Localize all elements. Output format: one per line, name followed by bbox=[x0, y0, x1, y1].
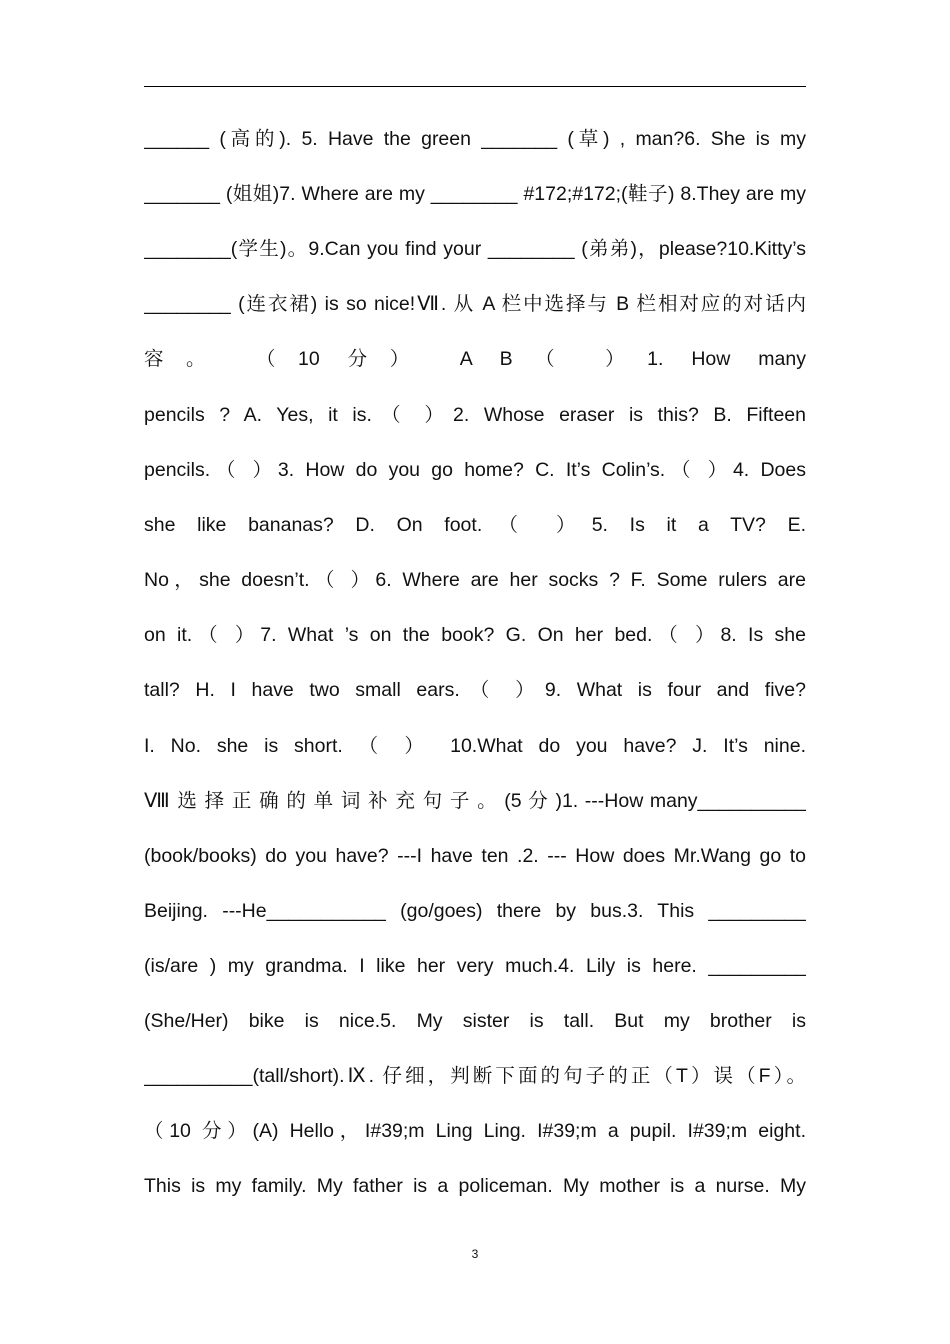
text-line: No，she doesn’t.（ ）6. Where are her socks ? F. Some rulers are bbox=[144, 569, 806, 591]
text-line: she like bananas? D. On foot.（ ）5. Is it a TV? E. bbox=[144, 514, 806, 536]
text-line: ________ (连衣裙) is so nice!Ⅶ. 从 A 栏中选择与 B 栏相对应的对话内 bbox=[144, 293, 806, 315]
text-line: 容。 （10 分） A B（ ）1. How many bbox=[144, 348, 806, 370]
text-line: Beijing. ---He___________ (go/goes) there by bus.3. This _________ bbox=[144, 900, 806, 922]
text-line: (She/Her) bike is nice.5. My sister is tall. But my brother is bbox=[144, 1010, 806, 1032]
text-line: (is/are ) my grandma. I like her very much.4. Lily is here. _________ bbox=[144, 955, 806, 977]
page-number: 3 bbox=[471, 1247, 479, 1261]
text-line: （10 分）(A) Hello，I#39;m Ling Ling. I#39;m a pupil. I#39;m eight. bbox=[144, 1120, 806, 1142]
text-line: This is my family. My father is a policeman. My mother is a nurse. My bbox=[144, 1175, 806, 1197]
text-line: Ⅷ 选 择 正 确 的 单 词 补 充 句 子 。 (5 分 )1. ---How many__________ bbox=[144, 790, 806, 812]
text-line: pencils ? A. Yes, it is.（ ）2. Whose eraser is this? B. Fifteen bbox=[144, 404, 806, 426]
text-line: ________(学生)。9.Can you find your ________ (弟弟)，please?10.Kitty’s bbox=[144, 238, 806, 260]
text-line: I. No. she is short. （ ） 10.What do you have? J. It’s nine. bbox=[144, 735, 806, 757]
text-line: pencils.（ ）3. How do you go home? C. It’s Colin’s.（ ）4. Does bbox=[144, 459, 806, 481]
text-line: on it.（ ）7. What ’s on the book? G. On her bed.（ ）8. Is she bbox=[144, 624, 806, 646]
text-line: __________(tall/short).Ⅸ. 仔细，判断下面的句子的正（T）误（F）。 bbox=[144, 1065, 806, 1087]
text-line: ______ (高的). 5. Have the green _______ (草) , man?6. She is my bbox=[144, 128, 806, 150]
text-line: (book/books) do you have? ---I have ten .2. --- How does Mr.Wang go to bbox=[144, 845, 806, 867]
text-line: tall? H. I have two small ears.（ ）9. What is four and five? bbox=[144, 679, 806, 701]
top-rule bbox=[144, 86, 806, 87]
text-line: _______ (姐姐)7. Where are my ________ #172;#172;(鞋子) 8.They are my bbox=[144, 183, 806, 205]
